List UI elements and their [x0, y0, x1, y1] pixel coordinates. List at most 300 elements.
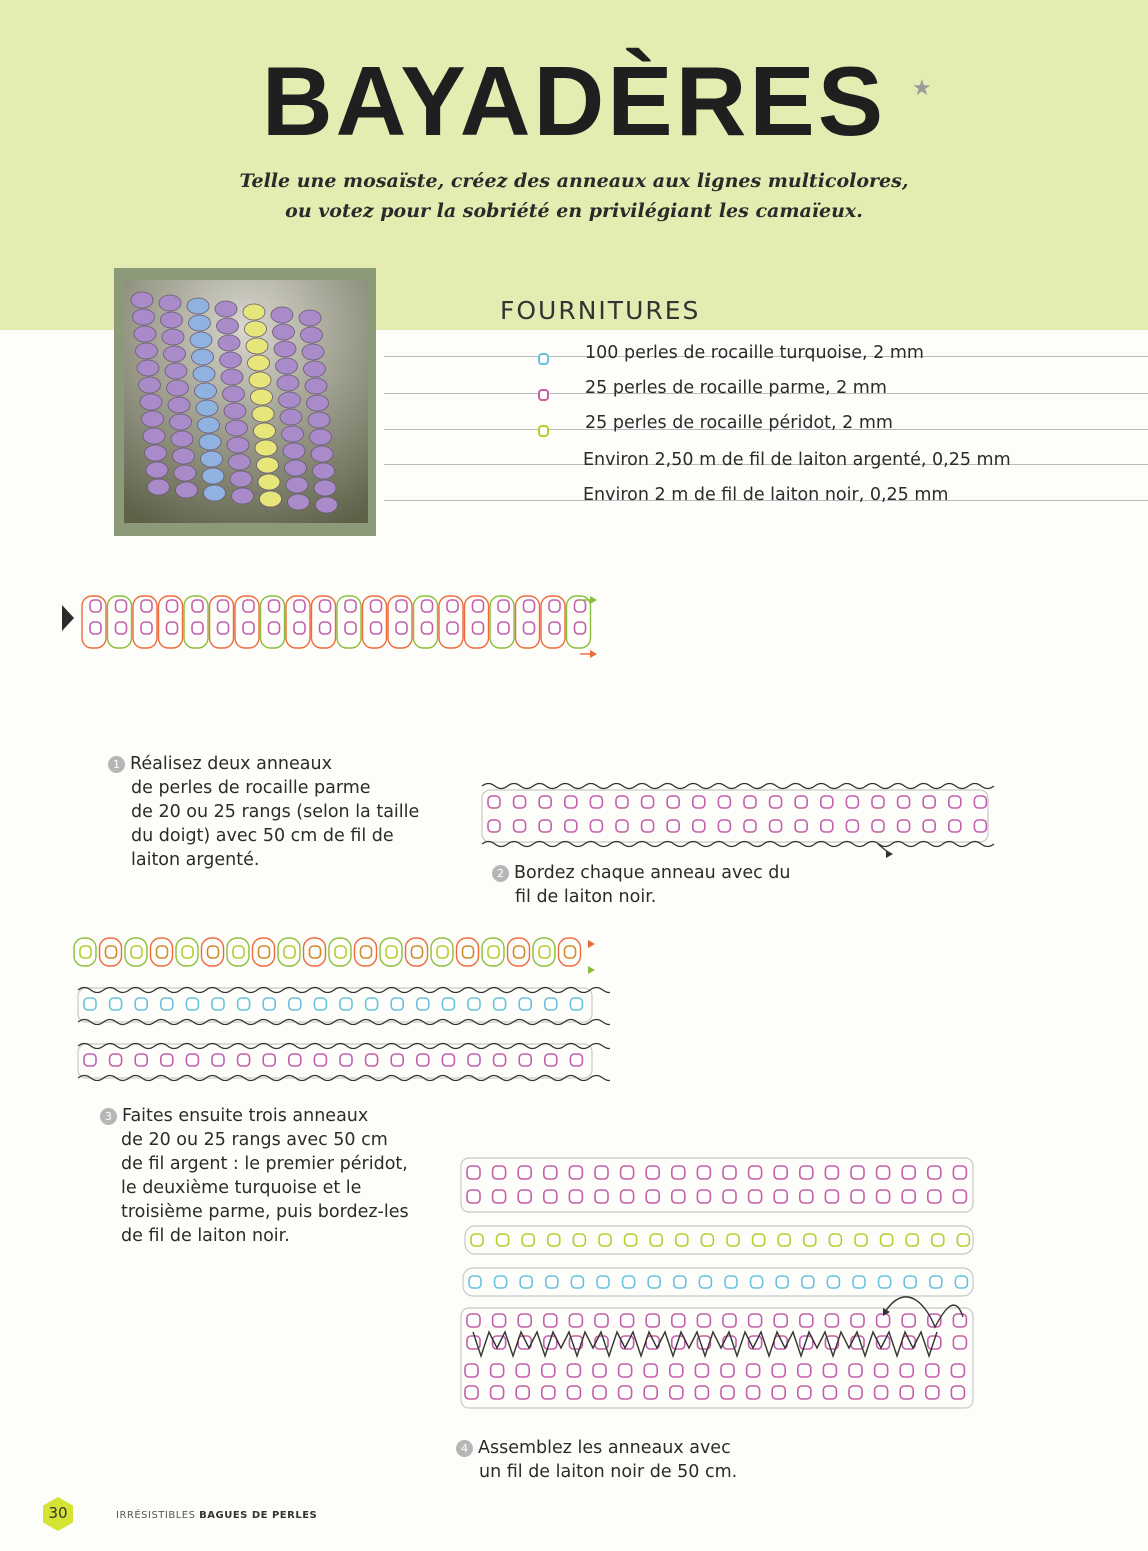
bead: [699, 1276, 711, 1288]
bead: [544, 1314, 557, 1327]
bead: [396, 622, 407, 634]
bead: [906, 1234, 918, 1246]
bead: [182, 946, 193, 958]
bead: [545, 1054, 557, 1066]
bead: [926, 1364, 939, 1377]
bead: [345, 600, 356, 612]
bead: [90, 622, 101, 634]
bead: [616, 796, 628, 808]
bead: [772, 1386, 785, 1399]
bead: [795, 796, 807, 808]
bead: [674, 1276, 686, 1288]
bead: [650, 1234, 662, 1246]
bead: [697, 1314, 710, 1327]
bead: [900, 1386, 913, 1399]
bead: [949, 820, 961, 832]
bead: [233, 946, 244, 958]
bead: [468, 998, 480, 1010]
bead: [616, 820, 628, 832]
photo-bead: [308, 412, 330, 428]
bead: [294, 600, 305, 612]
wire-frame: [461, 1158, 973, 1212]
photo-bead: [260, 491, 282, 507]
photo-bead: [198, 417, 220, 433]
bead: [676, 1234, 688, 1246]
wire: [482, 784, 994, 789]
photo-bead: [201, 451, 223, 467]
bead: [851, 1166, 864, 1179]
bead: [877, 1190, 890, 1203]
photo-bead: [310, 429, 332, 445]
bead: [570, 998, 582, 1010]
bead: [749, 1190, 762, 1203]
bead: [371, 600, 382, 612]
bead: [693, 796, 705, 808]
photo-bead: [277, 375, 299, 391]
photo-bead: [164, 346, 186, 362]
bead: [957, 1234, 969, 1246]
photo-bead: [221, 369, 243, 385]
bead: [498, 600, 509, 612]
bead: [371, 622, 382, 634]
bead: [877, 1314, 890, 1327]
bead: [544, 1166, 557, 1179]
photo-bead: [304, 361, 326, 377]
bead: [619, 1364, 632, 1377]
bead: [774, 1314, 787, 1327]
bead: [465, 1386, 478, 1399]
bead: [269, 622, 280, 634]
subtitle-line-1: Telle une mosaïste, créez des anneaux aux lignes multicolores,: [239, 170, 909, 192]
bead: [467, 1190, 480, 1203]
bead: [417, 998, 429, 1010]
bead: [84, 998, 96, 1010]
bead: [491, 1386, 504, 1399]
bead: [926, 1386, 939, 1399]
photo-bead: [314, 480, 336, 496]
bead: [875, 1364, 888, 1377]
bead: [314, 998, 326, 1010]
bead: [774, 1166, 787, 1179]
bead: [542, 1386, 555, 1399]
bead: [218, 600, 229, 612]
supply-item: Environ 2 m de fil de laiton noir, 0,25 mm: [583, 485, 949, 505]
bead: [116, 622, 127, 634]
subtitle-line-2: ou votez pour la sobriété en privilégiant les camaïeux.: [285, 200, 863, 222]
bead: [846, 820, 858, 832]
arrow-head: [588, 940, 595, 948]
photo-bead: [282, 426, 304, 442]
bead: [116, 600, 127, 612]
photo-bead: [224, 403, 246, 419]
bead: [802, 1276, 814, 1288]
bead: [465, 1364, 478, 1377]
photo-bead: [279, 392, 301, 408]
bead: [571, 1276, 583, 1288]
photo-bead: [215, 301, 237, 317]
wire-frame: [465, 1226, 973, 1254]
parme-bead-icon: [538, 389, 549, 401]
bead: [494, 998, 506, 1010]
photo-bead: [165, 363, 187, 379]
bead: [467, 1166, 480, 1179]
bead: [595, 1190, 608, 1203]
bead: [340, 1054, 352, 1066]
photo-bead: [146, 462, 168, 478]
bead: [493, 1190, 506, 1203]
diagram-step-4: [455, 1152, 985, 1420]
bead: [623, 1276, 635, 1288]
bead: [310, 946, 321, 958]
photo-bead: [251, 389, 273, 405]
bead: [192, 622, 203, 634]
photo-bead: [283, 443, 305, 459]
bead: [595, 1166, 608, 1179]
bead: [294, 622, 305, 634]
bead: [539, 820, 551, 832]
diagram-step-3: [70, 930, 610, 1090]
bead: [923, 796, 935, 808]
arrow-head: [588, 966, 595, 974]
bead: [495, 1276, 507, 1288]
bead: [829, 1234, 841, 1246]
photo-bead: [302, 344, 324, 360]
bead: [549, 600, 560, 612]
bead: [519, 1054, 531, 1066]
bead: [744, 820, 756, 832]
photo-bead: [202, 468, 224, 484]
photo-bead: [168, 397, 190, 413]
supplies-title: FOURNITURES: [500, 296, 701, 325]
bead: [902, 1190, 915, 1203]
diagram-step-2: [478, 776, 1003, 866]
bead: [872, 796, 884, 808]
photo-bead: [174, 465, 196, 481]
bead: [345, 622, 356, 634]
bead: [951, 1386, 964, 1399]
bead: [721, 1386, 734, 1399]
bead: [590, 820, 602, 832]
photo-bead: [313, 463, 335, 479]
bead: [795, 820, 807, 832]
wire-frame: [78, 1044, 592, 1078]
bead: [491, 1364, 504, 1377]
bead: [902, 1314, 915, 1327]
bead: [518, 1190, 531, 1203]
bead: [567, 1386, 580, 1399]
bead: [646, 1166, 659, 1179]
photo-bead: [274, 341, 296, 357]
bead: [875, 1386, 888, 1399]
bead: [723, 1314, 736, 1327]
bead: [642, 820, 654, 832]
bead: [522, 1234, 534, 1246]
bead: [721, 1364, 734, 1377]
arrow-head: [590, 650, 597, 658]
bead: [320, 622, 331, 634]
supply-item: 100 perles de rocaille turquoise, 2 mm: [585, 343, 924, 363]
bead: [259, 946, 270, 958]
bead: [772, 1364, 785, 1377]
step-2-text: 2 Bordez chaque anneau avec du fil de laiton noir.: [492, 861, 790, 909]
bead: [569, 1190, 582, 1203]
bead: [524, 600, 535, 612]
photo-bead: [271, 307, 293, 323]
bead: [135, 998, 147, 1010]
photo-bead: [143, 428, 165, 444]
bead: [391, 1054, 403, 1066]
bead: [417, 1054, 429, 1066]
photo-bead: [217, 318, 239, 334]
step-3-text: 3 Faites ensuite trois anneaux de 20 ou 25 rangs avec 50 cm de fil argent : le premier péridot, le deuxième turquoise et le troisième parme, puis bordez-les de fil de laiton noir.: [100, 1104, 409, 1248]
bead: [161, 1054, 173, 1066]
bead: [825, 1190, 838, 1203]
bead: [493, 1314, 506, 1327]
bead: [823, 1364, 836, 1377]
bead: [753, 1234, 765, 1246]
bead: [447, 622, 458, 634]
bead: [141, 600, 152, 612]
bead: [161, 998, 173, 1010]
photo-bead: [226, 420, 248, 436]
photo-bead: [252, 406, 274, 422]
photo-bead: [280, 409, 302, 425]
photo-bead: [230, 471, 252, 487]
bead: [514, 946, 525, 958]
bead: [567, 1364, 580, 1377]
photo-bead: [193, 366, 215, 382]
photo-bead: [195, 383, 217, 399]
bead: [386, 946, 397, 958]
assembly-wire: [885, 1297, 963, 1327]
photo-bead: [218, 335, 240, 351]
bead: [167, 622, 178, 634]
bead: [546, 1276, 558, 1288]
bead: [821, 796, 833, 808]
photo-bead: [257, 457, 279, 473]
bead: [396, 600, 407, 612]
photo-bead: [170, 414, 192, 430]
bead: [106, 946, 117, 958]
bead: [157, 946, 168, 958]
bead: [186, 1054, 198, 1066]
bead: [804, 1234, 816, 1246]
photo-bead: [220, 352, 242, 368]
bead: [565, 796, 577, 808]
photo-bead: [162, 329, 184, 345]
photo-bead: [316, 497, 338, 513]
bead: [825, 1166, 838, 1179]
bead: [727, 1234, 739, 1246]
bead: [953, 1166, 966, 1179]
bead: [849, 1386, 862, 1399]
bead: [263, 998, 275, 1010]
photo-bead: [227, 437, 249, 453]
bead: [186, 998, 198, 1010]
bead: [821, 820, 833, 832]
photo-bead: [255, 440, 277, 456]
bead: [881, 1234, 893, 1246]
bead: [770, 820, 782, 832]
photo-bead: [173, 448, 195, 464]
bead: [597, 1276, 609, 1288]
photo-bead: [171, 431, 193, 447]
bead: [442, 998, 454, 1010]
bead: [212, 1054, 224, 1066]
bead: [644, 1386, 657, 1399]
bead: [469, 1276, 481, 1288]
bead: [545, 998, 557, 1010]
step-1-text: 1 Réalisez deux anneaux de perles de rocaille parme de 20 ou 25 rangs (selon la taille du doigt) avec 50 cm de fil de laiton argenté.: [108, 752, 419, 872]
bead: [953, 1190, 966, 1203]
arrow-head: [886, 850, 893, 858]
bead: [437, 946, 448, 958]
bead: [621, 1190, 634, 1203]
photo-bead: [192, 349, 214, 365]
bead: [693, 820, 705, 832]
bead: [853, 1276, 865, 1288]
bead: [800, 1314, 813, 1327]
bead: [872, 820, 884, 832]
bead: [192, 600, 203, 612]
bead: [570, 1054, 582, 1066]
bead: [902, 1166, 915, 1179]
photo-bead: [145, 445, 167, 461]
bead: [467, 1314, 480, 1327]
bead: [949, 796, 961, 808]
supply-item: 25 perles de rocaille parme, 2 mm: [585, 378, 887, 398]
bead: [953, 1336, 966, 1349]
bead: [238, 998, 250, 1010]
bead: [488, 820, 500, 832]
bead: [361, 946, 372, 958]
photo-bead: [199, 434, 221, 450]
bead: [569, 1314, 582, 1327]
bead: [340, 998, 352, 1010]
step-number-badge: 1: [108, 756, 125, 773]
supply-item: Environ 2,50 m de fil de laiton argenté, 0,25 mm: [583, 450, 1011, 470]
bead: [825, 1314, 838, 1327]
bead: [749, 1314, 762, 1327]
bead: [575, 622, 586, 634]
photo-bead: [142, 411, 164, 427]
bead: [923, 820, 935, 832]
step-number-badge: 4: [456, 1440, 473, 1457]
step-number-badge: 2: [492, 865, 509, 882]
bead: [412, 946, 423, 958]
bead: [718, 820, 730, 832]
bead: [747, 1386, 760, 1399]
diagram-step-1: [80, 588, 620, 668]
photo-bead: [248, 355, 270, 371]
photo-bead: [167, 380, 189, 396]
bead: [565, 946, 576, 958]
bead: [646, 1190, 659, 1203]
bead: [539, 796, 551, 808]
bead: [544, 1190, 557, 1203]
bead: [928, 1190, 941, 1203]
bead: [590, 796, 602, 808]
bead: [701, 1234, 713, 1246]
bead: [366, 1054, 378, 1066]
bead: [593, 1386, 606, 1399]
bead: [695, 1386, 708, 1399]
photo-bead: [161, 312, 183, 328]
footer-book-title: IRRÉSISTIBLES BAGUES DE PERLES: [116, 1510, 318, 1521]
bead: [747, 1364, 760, 1377]
bead: [208, 946, 219, 958]
bead: [667, 820, 679, 832]
bead: [565, 820, 577, 832]
bead: [575, 600, 586, 612]
bead: [539, 946, 550, 958]
bead: [670, 1364, 683, 1377]
ring-photo: [124, 280, 368, 523]
bead: [770, 796, 782, 808]
bead: [542, 1364, 555, 1377]
bead: [798, 1364, 811, 1377]
page-title: BAYADÈRES: [261, 46, 887, 156]
bead: [516, 1364, 529, 1377]
bead: [524, 622, 535, 634]
bead: [718, 796, 730, 808]
bead: [776, 1276, 788, 1288]
photo-bead: [223, 386, 245, 402]
bead: [695, 1364, 708, 1377]
wire-frame: [463, 1268, 973, 1296]
photo-bead: [232, 488, 254, 504]
bead: [269, 600, 280, 612]
bead: [516, 1386, 529, 1399]
bead: [849, 1364, 862, 1377]
bead: [879, 1276, 891, 1288]
bead: [573, 1234, 585, 1246]
bead: [778, 1234, 790, 1246]
bead: [672, 1166, 685, 1179]
photo-bead: [288, 494, 310, 510]
photo-bead: [249, 372, 271, 388]
bead: [800, 1190, 813, 1203]
bead: [642, 796, 654, 808]
bead: [898, 796, 910, 808]
bead: [648, 1276, 660, 1288]
wire-frame: [482, 790, 988, 842]
arrow-head: [590, 596, 597, 604]
photo-bead: [273, 324, 295, 340]
bead: [723, 1190, 736, 1203]
bead: [498, 622, 509, 634]
photo-bead: [140, 394, 162, 410]
photo-bead: [299, 310, 321, 326]
bead: [953, 1314, 966, 1327]
bead: [494, 1054, 506, 1066]
play-arrow-icon: [62, 605, 74, 631]
bead: [473, 600, 484, 612]
bead: [670, 1386, 683, 1399]
bead: [846, 796, 858, 808]
bead: [110, 1054, 122, 1066]
bead: [672, 1314, 685, 1327]
photo-bead: [229, 454, 251, 470]
bead: [974, 820, 986, 832]
photo-bead: [187, 298, 209, 314]
bead: [672, 1190, 685, 1203]
bead: [422, 600, 433, 612]
bead: [80, 946, 91, 958]
bead: [131, 946, 142, 958]
bead: [697, 1190, 710, 1203]
photo-bead: [131, 292, 153, 308]
